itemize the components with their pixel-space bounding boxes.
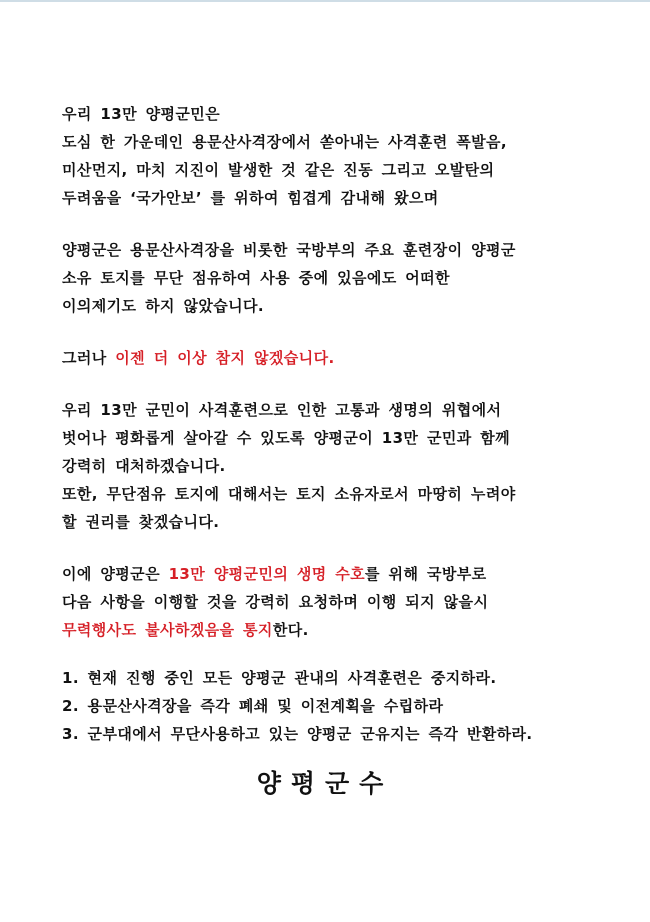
paragraph-notice	[62, 560, 602, 644]
paragraph-spacer	[62, 536, 602, 560]
paragraph-spacer	[62, 212, 602, 236]
text-line	[62, 344, 602, 372]
paragraph-spacer	[62, 372, 602, 396]
text-line: 도심 한 가운데인 용문산사격장에서 쏟아내는 사격훈련 폭발음,	[62, 133, 507, 151]
paragraph-commitment	[62, 396, 602, 536]
text-line: 이의제기도 하지 않았습니다.	[62, 297, 265, 315]
paragraph-spacer	[62, 320, 602, 344]
text-line: 또한, 무단점유 토지에 대해서는 토지 소유자로서 마땅히 누려야	[62, 485, 516, 503]
statement-document	[62, 100, 602, 748]
demands-list	[62, 664, 602, 748]
text-line: 강력히 대처하겠습니다.	[62, 457, 226, 475]
paragraph-land-occupation	[62, 236, 602, 320]
paragraph-intro	[62, 100, 602, 212]
declaration-highlight: 이젠 더 이상 참지 않겠습니다.	[115, 349, 335, 367]
text-line	[62, 616, 602, 644]
demand-item: 1. 현재 진행 중인 모든 양평군 관내의 사격훈련은 중지하라.	[62, 669, 497, 687]
paragraph-spacer	[62, 644, 602, 664]
top-border-line	[0, 0, 650, 2]
text-line: 다음 사항을 이행할 것을 강력히 요청하며 이행 되지 않을시	[62, 593, 489, 611]
text-line: 벗어나 평화롭게 살아갈 수 있도록 양평군이 13만 군민과 함께	[62, 429, 511, 447]
notice-highlight-force: 무력행사도 불사하겠음을 통지	[62, 621, 273, 639]
text-line: 양평군은 용문산사격장을 비롯한 국방부의 주요 훈련장이 양평군	[62, 241, 516, 259]
text-line	[62, 560, 602, 588]
text-line: 소유 토지를 무단 점유하여 사용 중에 있음에도 어떠한	[62, 269, 450, 287]
paragraph-declaration	[62, 344, 602, 372]
text-line: 두려움을 ‘국가안보’ 를 위하여 힘겹게 감내해 왔으며	[62, 189, 439, 207]
demand-item: 3. 군부대에서 무단사용하고 있는 양평군 군유지는 즉각 반환하라.	[62, 725, 533, 743]
notice-highlight-life: 13만 양평군민의 생명 수호	[168, 565, 366, 583]
notice-suffix-end: 한다.	[272, 621, 309, 639]
signature-county-mayor: 양평군수	[256, 769, 394, 798]
notice-suffix: 를 위해 국방부로	[365, 565, 487, 583]
text-line: 우리 13만 양평군민은	[62, 105, 221, 123]
declaration-prefix: 그러나	[62, 349, 116, 367]
text-line: 우리 13만 군민이 사격훈련으로 인한 고통과 생명의 위협에서	[62, 401, 502, 419]
demand-item: 2. 용문산사격장을 즉각 폐쇄 및 이전계획을 수립하라	[62, 697, 444, 715]
text-line: 할 권리를 찾겠습니다.	[62, 513, 220, 531]
text-line: 미산먼지, 마치 지진이 발생한 것 같은 진동 그리고 오발탄의	[62, 161, 495, 179]
notice-prefix: 이에 양평군은	[62, 565, 169, 583]
